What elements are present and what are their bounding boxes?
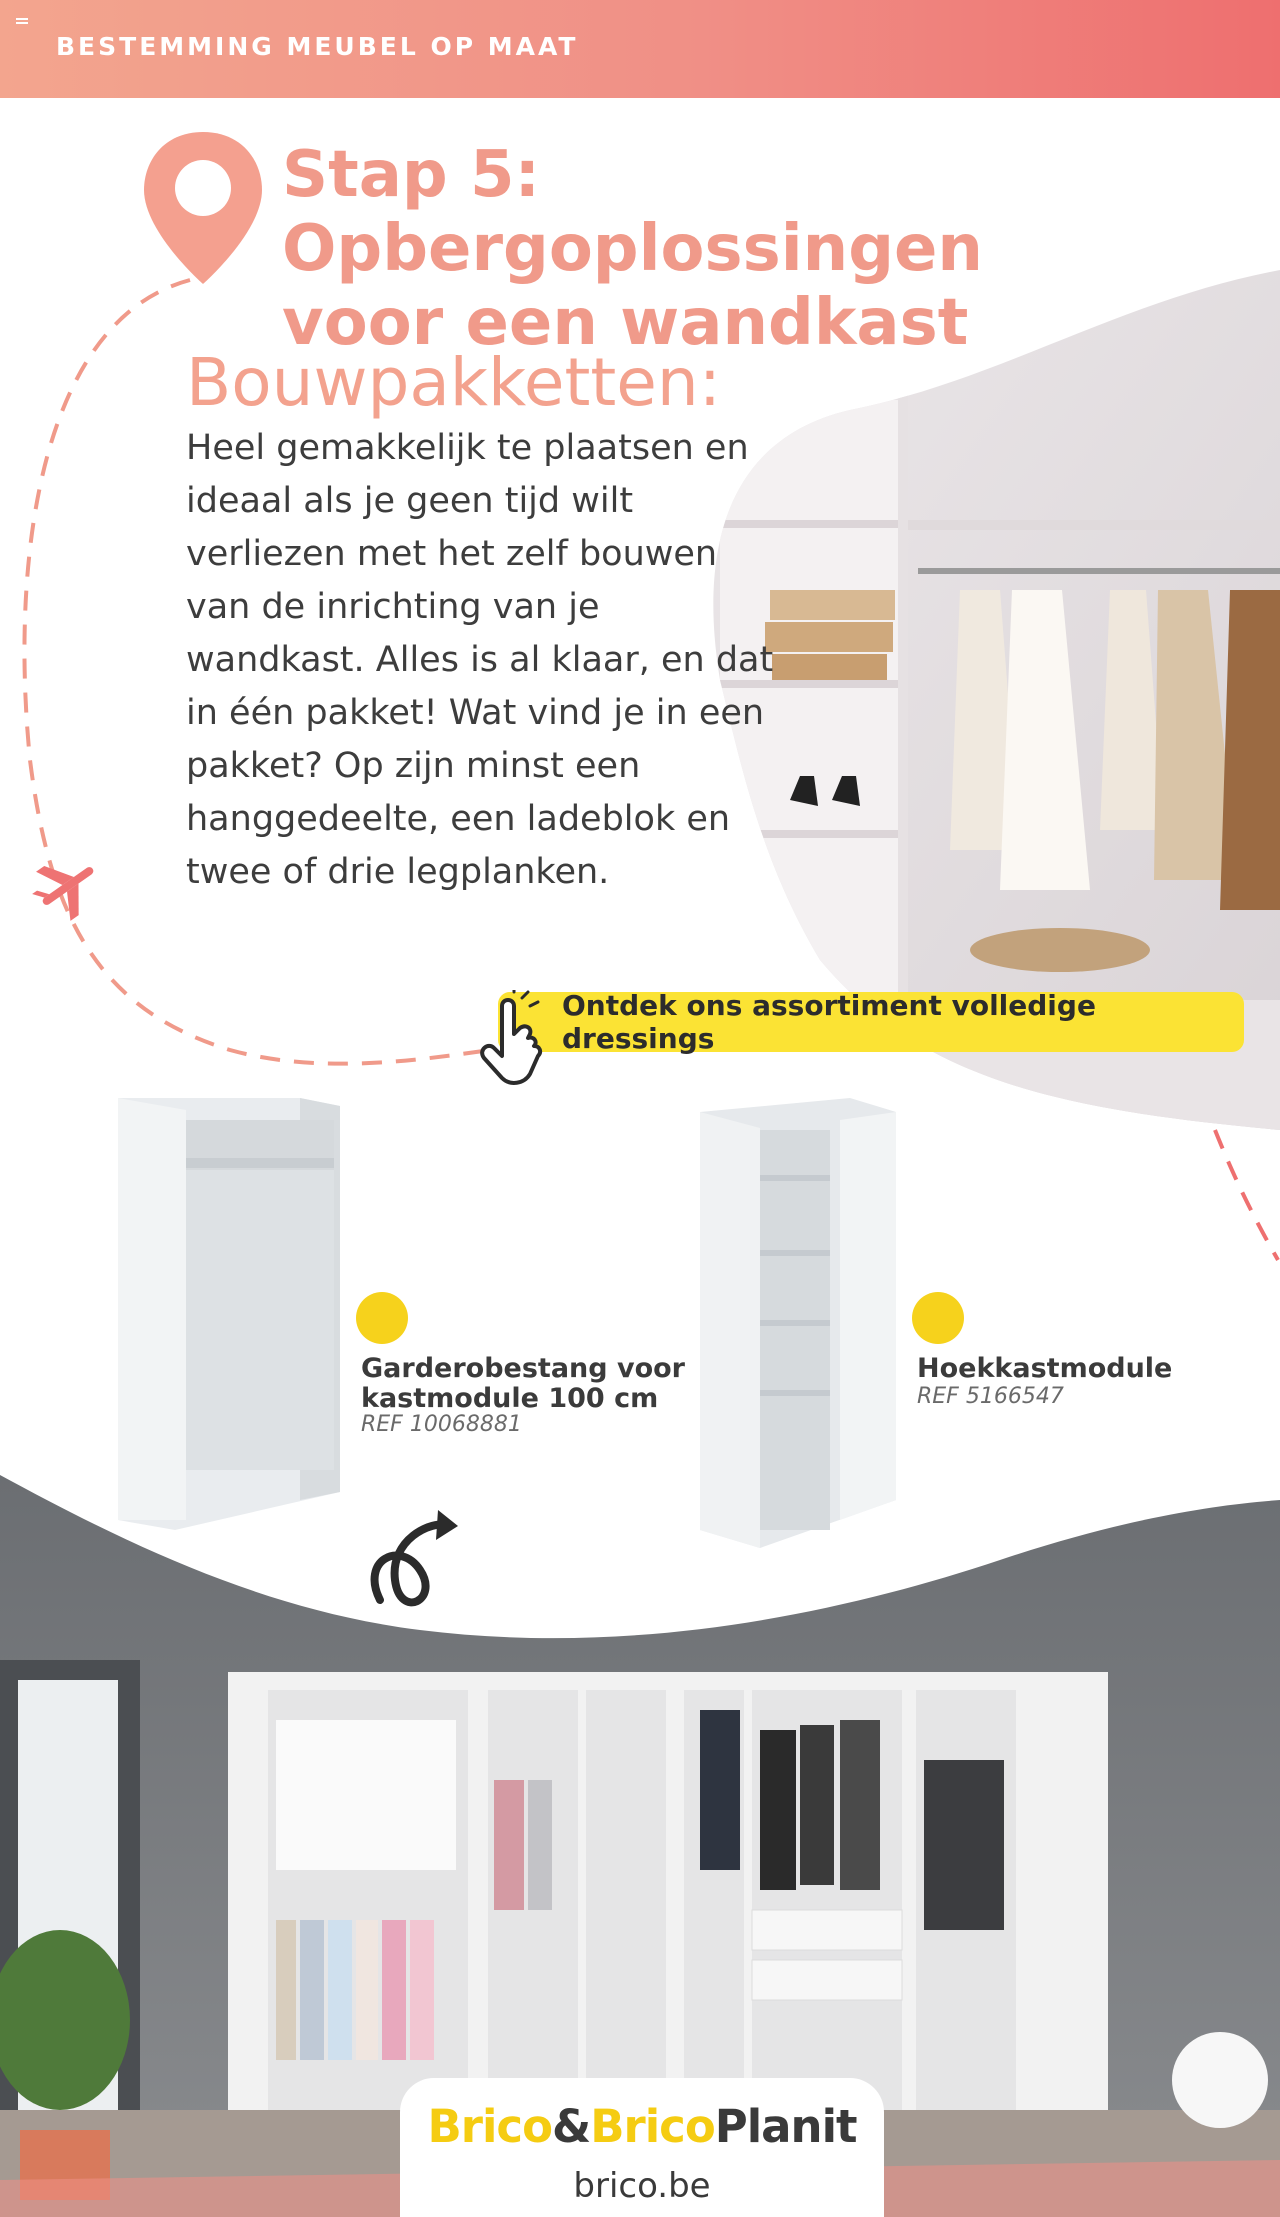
footer-logo[interactable] <box>400 2078 884 2217</box>
site-url[interactable]: brico.be <box>573 2166 711 2206</box>
map-pin-icon <box>144 132 262 284</box>
page-title-line1: Stap 5: Opbergoplossingen <box>282 138 983 286</box>
product-name: Hoekkastmodule <box>917 1353 1173 1384</box>
product-tap-icon[interactable] <box>912 1292 964 1344</box>
airplane-icon <box>23 844 110 930</box>
cta-label: Ontdek ons assortiment volledige dressings <box>562 989 1096 1055</box>
wardrobe-module-image <box>118 1098 340 1530</box>
page-title-line2: voor een wandkast <box>282 286 969 360</box>
page-title <box>282 138 1242 360</box>
brand-logo: Brico&BricoPlanit <box>427 2100 857 2153</box>
product-ref: REF 10068881 <box>361 1412 522 1437</box>
section-body: Heel gemakkelijk te plaatsen en ideaal als je geen tijd wilt verliezen met het zelf bouwen van de inrichting van je wandkast. Alles is al klaar, en dat in één pakket! Wat vind je in een pakket? Op zijn minst een hanggedeelte, een ladeblok en twee of drie legplanken. <box>186 428 774 892</box>
product-ref: REF 5166547 <box>917 1384 1064 1409</box>
product-tap-icon[interactable] <box>356 1292 408 1344</box>
dashed-path-right <box>1215 1130 1278 1260</box>
section-heading: Bouwpakketten: <box>186 344 721 421</box>
arrow-icon <box>375 1510 458 1602</box>
product-name: Garderobestang voor kastmodule 100 cm <box>361 1353 685 1414</box>
hand-click-icon <box>470 990 560 1090</box>
corner-module-image <box>700 1098 896 1548</box>
cta-dressings-button[interactable] <box>498 989 1244 1055</box>
header-title: BESTEMMING MEUBEL OP MAAT <box>56 32 579 61</box>
